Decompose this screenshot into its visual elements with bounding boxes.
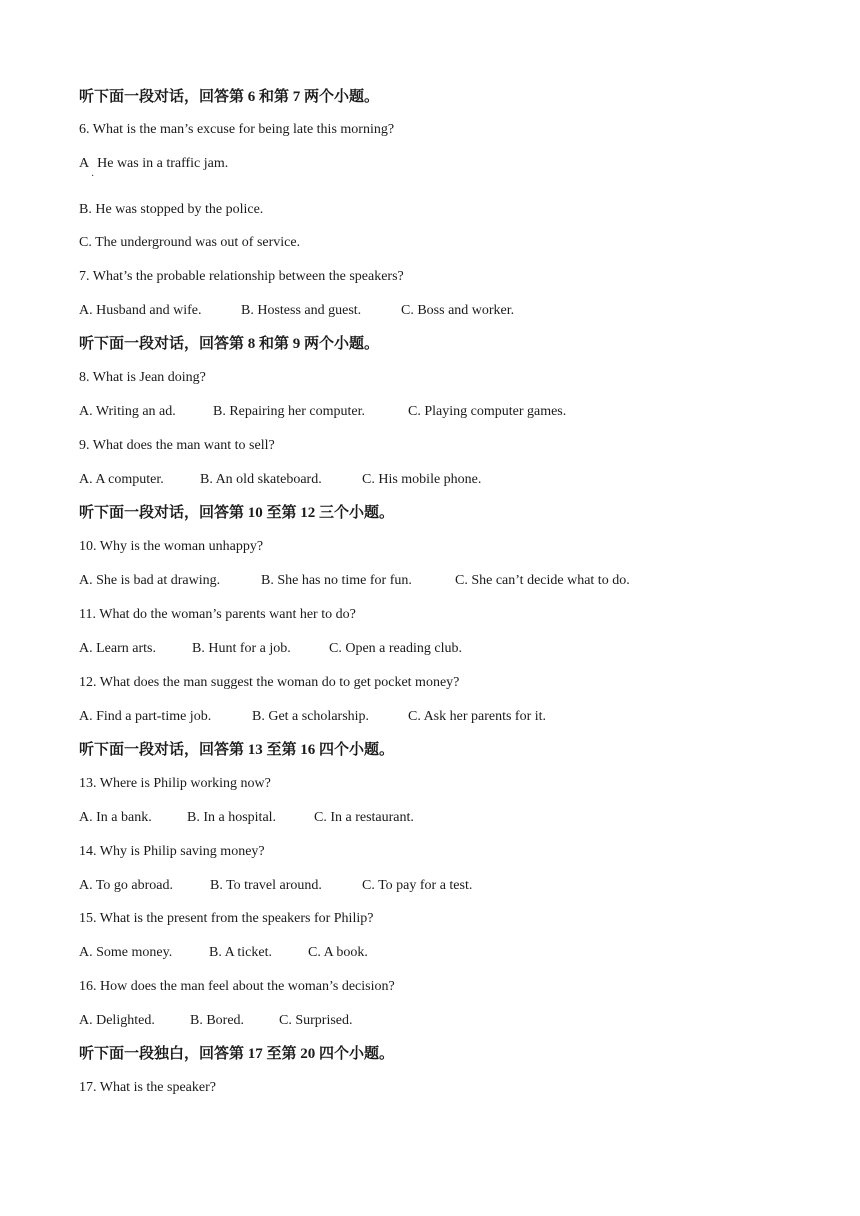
question-17: 17. What is the speaker? bbox=[79, 1080, 216, 1095]
question-13: 13. Where is Philip working now? bbox=[79, 776, 271, 791]
option-7c: C. Boss and worker. bbox=[401, 303, 515, 318]
option-10b: B. She has no time for fun. bbox=[261, 573, 412, 588]
question-12: 12. What does the man suggest the woman do to get pocket money? bbox=[79, 675, 460, 690]
options-7 bbox=[79, 302, 514, 320]
option-13a: A. In a bank. bbox=[79, 810, 152, 825]
section-heading-13-16: 听下面一段对话，回答第 13 至第 16 四个小题。 bbox=[79, 742, 395, 758]
option-11b: B. Hunt for a job. bbox=[192, 641, 291, 656]
option-text: He was in a traffic jam. bbox=[97, 156, 229, 171]
options-11 bbox=[79, 640, 462, 658]
option-10a: A. She is bad at drawing. bbox=[79, 573, 221, 588]
options-13 bbox=[79, 809, 414, 827]
option-6c: C. The underground was out of service. bbox=[79, 235, 301, 250]
option-12c: C. Ask her parents for it. bbox=[408, 709, 547, 724]
question-11: 11. What do the woman’s parents want her to do? bbox=[79, 607, 356, 622]
option-9a: A. A computer. bbox=[79, 472, 164, 487]
options-9 bbox=[79, 471, 481, 489]
option-15a: A. Some money. bbox=[79, 945, 173, 960]
section-heading-17-20: 听下面一段独白，回答第 17 至第 20 四个小题。 bbox=[79, 1046, 395, 1062]
question-8: 8. What is Jean doing? bbox=[79, 370, 206, 385]
options-15 bbox=[79, 944, 368, 962]
options-12 bbox=[79, 708, 546, 726]
option-14b: B. To travel around. bbox=[210, 878, 322, 893]
option-16a: A. Delighted. bbox=[79, 1013, 155, 1028]
section-heading-6-7: 听下面一段对话，回答第 6 和第 7 两个小题。 bbox=[79, 89, 380, 105]
option-6b: B. He was stopped by the police. bbox=[79, 202, 264, 217]
option-13c: C. In a restaurant. bbox=[314, 810, 414, 825]
question-7: 7. What’s the probable relationship between the speakers? bbox=[79, 269, 404, 284]
option-14a: A. To go abroad. bbox=[79, 878, 174, 893]
option-13b: B. In a hospital. bbox=[187, 810, 277, 825]
option-8b: B. Repairing her computer. bbox=[213, 404, 366, 419]
option-14c: C. To pay for a test. bbox=[362, 878, 473, 893]
option-11a: A. Learn arts. bbox=[79, 641, 156, 656]
options-8 bbox=[79, 403, 566, 421]
question-14: 14. Why is Philip saving money? bbox=[79, 844, 265, 859]
option-8a: A. Writing an ad. bbox=[79, 404, 176, 419]
option-12a: A. Find a part-time job. bbox=[79, 709, 212, 724]
dot-mark: · bbox=[91, 171, 95, 182]
question-15: 15. What is the present from the speakers for Philip? bbox=[79, 911, 374, 926]
question-10: 10. Why is the woman unhappy? bbox=[79, 539, 264, 554]
option-7a: A. Husband and wife. bbox=[79, 303, 202, 318]
option-15c: C. A book. bbox=[308, 945, 368, 960]
option-9c: C. His mobile phone. bbox=[362, 472, 482, 487]
options-10 bbox=[79, 572, 630, 590]
options-14 bbox=[79, 877, 472, 895]
option-12b: B. Get a scholarship. bbox=[252, 709, 370, 724]
option-6a bbox=[79, 155, 228, 173]
option-11c: C. Open a reading club. bbox=[329, 641, 462, 656]
section-heading-10-12: 听下面一段对话，回答第 10 至第 12 三个小题。 bbox=[79, 505, 395, 521]
option-16b: B. Bored. bbox=[190, 1013, 245, 1028]
option-10c: C. She can’t decide what to do. bbox=[455, 573, 630, 588]
option-16c: C. Surprised. bbox=[279, 1013, 353, 1028]
question-9: 9. What does the man want to sell? bbox=[79, 438, 275, 453]
section-heading-8-9: 听下面一段对话，回答第 8 和第 9 两个小题。 bbox=[79, 336, 380, 352]
option-7b: B. Hostess and guest. bbox=[241, 303, 362, 318]
option-9b: B. An old skateboard. bbox=[200, 472, 322, 487]
question-6: 6. What is the man’s excuse for being late this morning? bbox=[79, 122, 395, 137]
question-16: 16. How does the man feel about the woman’s decision? bbox=[79, 979, 395, 994]
option-8c: C. Playing computer games. bbox=[408, 404, 567, 419]
option-15b: B. A ticket. bbox=[209, 945, 272, 960]
option-letter: A bbox=[79, 156, 90, 171]
options-16 bbox=[79, 1012, 353, 1030]
